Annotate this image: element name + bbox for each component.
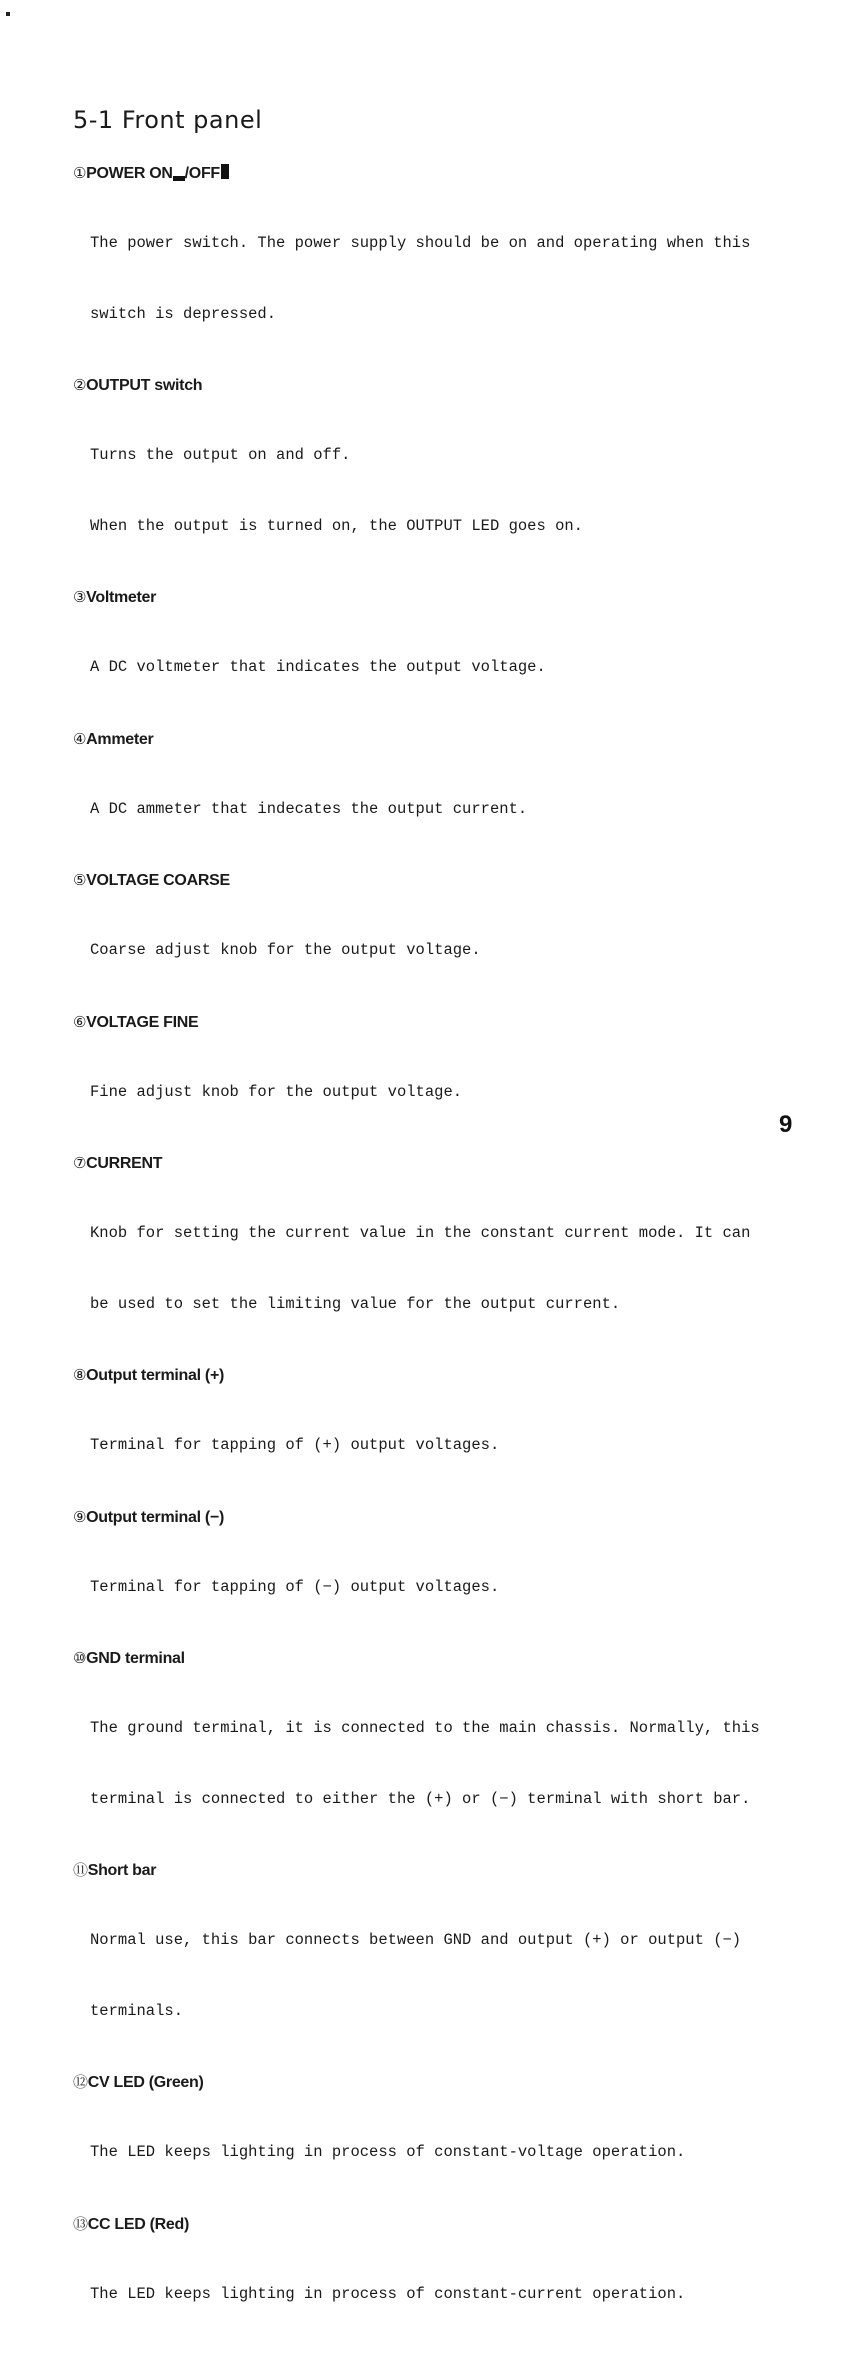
item-number: ④ (73, 730, 86, 748)
item-number: ⑤ (73, 871, 86, 889)
item-output-terminal-minus (73, 1505, 793, 1647)
item-label: Short bar (88, 1862, 156, 1879)
item-voltage-fine (73, 1010, 793, 1152)
item-description (73, 1882, 793, 2070)
switch-on-symbol-icon (173, 176, 185, 181)
item-description (73, 892, 793, 1010)
item-heading (73, 868, 793, 892)
item-heading (73, 2212, 793, 2236)
item-label: GND terminal (86, 1650, 185, 1667)
item-label-on: POWER ON (86, 165, 173, 182)
item-heading (73, 1505, 793, 1529)
item-description (73, 2236, 793, 2353)
item-heading (73, 727, 793, 751)
item-cv-led (73, 2070, 793, 2212)
item-heading (73, 1151, 793, 1175)
item-voltmeter (73, 585, 793, 727)
item-number: ⑩ (73, 1649, 86, 1667)
description-line: Turns the output on and off. (90, 444, 793, 468)
description-line: Normal use, this bar connects between GND and output (+) or output (−) (90, 1929, 793, 1953)
description-line: A DC ammeter that indecates the output current. (90, 798, 793, 822)
item-label: CURRENT (86, 1155, 162, 1172)
section-title: 5-1 Front panel (73, 106, 262, 134)
description-line: terminal is connected to either the (+) or (−) terminal with short bar. (90, 1788, 793, 1812)
scan-mark (6, 12, 10, 16)
description-line: Coarse adjust knob for the output voltage. (90, 939, 793, 963)
item-ammeter (73, 727, 793, 869)
description-line: switch is depressed. (90, 303, 793, 327)
item-description (73, 2094, 793, 2212)
item-label: CV LED (Green) (88, 2074, 204, 2091)
item-number: ② (73, 376, 86, 394)
item-label: VOLTAGE FINE (86, 1014, 198, 1031)
item-label: Ammeter (86, 731, 153, 748)
item-output-switch (73, 373, 793, 585)
item-description (73, 1670, 793, 1858)
item-description (73, 397, 793, 585)
item-number: ⑬ (73, 2215, 88, 2233)
item-output-terminal-plus (73, 1363, 793, 1505)
description-line: Terminal for tapping of (+) output voltages. (90, 1434, 793, 1458)
item-label: OUTPUT switch (86, 377, 202, 394)
description-line: The power switch. The power supply should be on and operating when this (90, 232, 793, 256)
page-number: 9 (779, 1111, 792, 1139)
description-line: Knob for setting the current value in the constant current mode. It can (90, 1222, 793, 1246)
item-number: ③ (73, 588, 86, 606)
item-heading (73, 1858, 793, 1882)
item-number: ⑫ (73, 2073, 88, 2091)
description-line: be used to set the limiting value for the output current. (90, 1293, 793, 1317)
item-heading (73, 585, 793, 609)
item-description (73, 1529, 793, 1647)
item-current (73, 1151, 793, 1363)
front-panel-item-list (73, 161, 793, 2353)
item-label: Output terminal (−) (86, 1509, 224, 1526)
item-voltage-coarse (73, 868, 793, 1010)
description-line: The ground terminal, it is connected to the main chassis. Normally, this (90, 1717, 793, 1741)
item-number: ⑦ (73, 1154, 86, 1172)
item-description (73, 185, 793, 373)
item-description (73, 1387, 793, 1505)
item-description (73, 1034, 793, 1152)
item-label: Output terminal (+) (86, 1367, 224, 1384)
item-short-bar (73, 1858, 793, 2070)
item-description (73, 751, 793, 869)
item-number: ⑨ (73, 1508, 86, 1526)
item-heading (73, 1363, 793, 1387)
item-description (73, 1175, 793, 1363)
item-cc-led (73, 2212, 793, 2353)
item-label: CC LED (Red) (88, 2216, 189, 2233)
description-line: The LED keeps lighting in process of constant-voltage operation. (90, 2141, 793, 2165)
item-gnd-terminal (73, 1646, 793, 1858)
description-line: Fine adjust knob for the output voltage. (90, 1081, 793, 1105)
item-label: VOLTAGE COARSE (86, 872, 230, 889)
item-label-off: /OFF (185, 165, 220, 182)
item-number: ⑧ (73, 1366, 86, 1384)
description-line: When the output is turned on, the OUTPUT LED goes on. (90, 515, 793, 539)
description-line: Terminal for tapping of (−) output voltages. (90, 1576, 793, 1600)
description-line: A DC voltmeter that indicates the output voltage. (90, 656, 793, 680)
item-power-switch (73, 161, 793, 373)
item-heading (73, 373, 793, 397)
item-number: ⑥ (73, 1013, 86, 1031)
item-number: ⑪ (73, 1861, 88, 1879)
item-heading (73, 2070, 793, 2094)
item-heading (73, 161, 793, 185)
item-number: ① (73, 164, 86, 182)
item-label: Voltmeter (86, 589, 156, 606)
item-heading (73, 1646, 793, 1670)
description-line: The LED keeps lighting in process of constant-current operation. (90, 2283, 793, 2307)
description-line: terminals. (90, 2000, 793, 2024)
switch-off-symbol-icon (221, 164, 229, 179)
item-description (73, 609, 793, 727)
item-heading (73, 1010, 793, 1034)
